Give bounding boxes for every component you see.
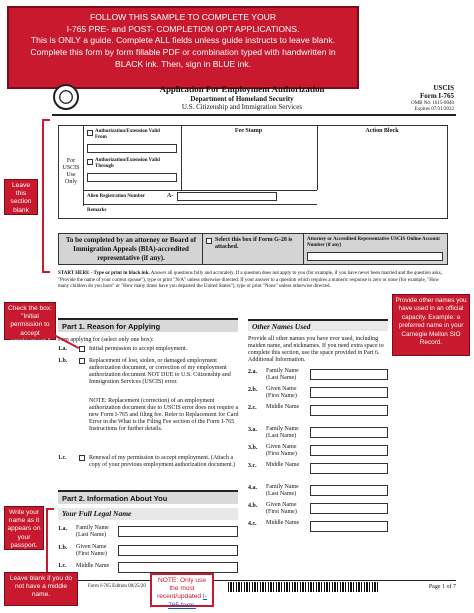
field-1c-number: 1.c. [58, 563, 67, 569]
legal-name-heading: Your Full Legal Name [58, 508, 238, 520]
other-middle-name-field[interactable] [310, 463, 388, 474]
valid-from-label: Authorization/Extension Valid From [95, 129, 160, 140]
valid-from-field[interactable] [87, 144, 177, 153]
banner-line-3: This is ONLY a guide. Complete ALL fields unless guide instructs to leave blank. [30, 35, 336, 46]
other-given-name-field[interactable] [310, 503, 388, 514]
other-middle-name-number: 3.c. [248, 463, 257, 469]
banner-line-1: FOLLOW THIS SAMPLE TO COMPLETE YOUR [89, 12, 277, 22]
other-given-name-label: Given Name (First Name) [266, 386, 297, 399]
footer-rule [52, 580, 456, 581]
other-given-name-number: 3.b. [248, 445, 258, 451]
header-divider [52, 114, 456, 116]
other-middle-name-label: Middle Name [266, 520, 300, 526]
agency-label: USCIS [433, 84, 454, 92]
uscis-use-box [58, 125, 448, 219]
attorney-row [58, 233, 448, 265]
family-name-label: Family Name (Last Name) [76, 525, 109, 538]
account-number-field[interactable] [307, 252, 443, 261]
renewal-checkbox[interactable] [79, 455, 85, 461]
other-given-name-number: 4.b. [248, 503, 258, 509]
department-name: Department of Homeland Security [190, 95, 294, 103]
leave-blank-bracket [42, 119, 50, 273]
other-given-name-label: Given Name (First Name) [266, 444, 297, 457]
start-here-lead: START HERE - Type or print in black ink. [58, 271, 150, 276]
part1-heading: Part 1. Reason for Applying [58, 318, 238, 332]
action-block-label: Action Block [365, 128, 399, 134]
banner-line-2: I-765 PRE- and POST- COMPLETION OPT APPLICATIONS. [66, 23, 300, 34]
item-1b-note: NOTE: Replacement (correction) of an employment authorization document due to USCIS error does not require a new Form I-765 and filing fee. Refer to Replacement for Card Error in the What is the Filing Fee section of the Form I-765 Instructions for further details. [89, 398, 239, 432]
leave-blank-note: Leave this section blank [4, 179, 38, 215]
dhs-seal-icon [53, 84, 79, 110]
barcode [228, 582, 378, 592]
other-middle-name-label: Middle Name [266, 462, 300, 468]
expiration-date: Expires 07/31/2022 [414, 107, 454, 112]
initial-permission-checkbox[interactable] [79, 346, 85, 352]
other-family-name-number: 3.a. [248, 427, 257, 433]
account-number-label: Attorney or Accredited Representative USCIS Online Account Number (if any) [307, 237, 440, 248]
g28-label: Select this box if Form G-28 is attached. [215, 237, 293, 250]
other-family-name-number: 2.a. [248, 369, 257, 375]
only-use-note [150, 573, 214, 607]
part1-intro: I am applying for (select only one box): [58, 337, 154, 343]
other-given-name-number: 2.b. [248, 387, 258, 393]
other-family-name-number: 4.a. [248, 485, 257, 491]
other-family-name-label: Family Name (Last Name) [266, 368, 299, 381]
other-family-name-label: Family Name (Last Name) [266, 484, 299, 497]
other-middle-name-field[interactable] [310, 521, 388, 532]
other-given-name-field[interactable] [310, 445, 388, 456]
valid-through-checkbox[interactable] [87, 159, 93, 165]
item-1b-text: Replacement of lost, stolen, or damaged employment authorization document, or correction of my employment authorization document NOT DUE to U.S. Citizenship and Immigration Services (USCIS) error. [89, 358, 231, 385]
item-1c-text: Renewal of my permission to accept employment. (Attach a copy of your previous employment authorization document.) [89, 455, 236, 468]
family-name-field[interactable] [118, 526, 238, 537]
other-family-name-field[interactable] [310, 485, 388, 496]
other-middle-name-field[interactable] [310, 405, 388, 416]
alien-reg-label: Alien Registration Number [87, 194, 146, 199]
item-1a-number: 1.a. [58, 346, 67, 352]
only-use-text: NOTE: Only use the most recent/updated [157, 577, 206, 601]
alien-reg-field[interactable] [177, 192, 277, 201]
banner-line-5: BLACK ink. Then, sign in BLUE ink. [115, 58, 251, 69]
other-middle-name-number: 4.c. [248, 521, 257, 527]
a-prefix: A- [167, 193, 174, 199]
other-middle-name-number: 2.c. [248, 405, 257, 411]
form-title: Application For Employment Authorization [159, 84, 325, 94]
other-names-heading: Other Names Used [248, 319, 388, 331]
service-name: U.S. Citizenship and Immigration Services [181, 103, 303, 111]
other-names-instructions: Provide all other names you have ever used, including maiden name, and nicknames. If you need extra space to complete this section, use the space provided in Part 6. Additional Information. [248, 336, 384, 363]
form-edition: Form I-765 Edition 08/25/20 [88, 584, 146, 589]
g28-checkbox[interactable] [206, 238, 212, 244]
attorney-row-label: To be completed by an attorney or Board of Immigration Appeals (BIA)-accredited representative (if any). [65, 236, 197, 262]
check-box-note: Check the box: "Initial permission to accept employment." [4, 302, 56, 340]
item-1c-number: 1.c. [58, 455, 67, 461]
item-1b-number: 1.b. [58, 358, 68, 364]
valid-through-label: Authorization/Extension Valid Through [95, 158, 160, 169]
field-1b-number: 1.b. [58, 545, 68, 551]
other-family-name-field[interactable] [310, 427, 388, 438]
start-here-text [58, 271, 448, 291]
omb-number: OMB No. 1615-0040 [411, 101, 454, 106]
form-number: Form I-765 [419, 92, 454, 100]
valid-from-checkbox[interactable] [87, 130, 93, 136]
i765-form-link[interactable]: I-765 form. [168, 593, 207, 609]
start-here-body: Answer all questions fully and accurately. If a question does not apply to you (for example, if you have never been married and the question asks, "Provide the name of your current spouse"), type or print "N/A" unless otherwise directed. If your answer to a question which requires a numeric response is zero or none (for example, "How many children do you have" or "How many times have you departed the United States"), type or print "None" unless otherwise directed. [58, 271, 442, 290]
banner-line-4: Complete this form by form fillable PDF or combination typed with handwritten in [30, 47, 336, 58]
instruction-banner [7, 6, 359, 89]
no-middle-note: Leave blank if you do not have a middle name. [4, 572, 78, 606]
other-middle-name-label: Middle Name [266, 404, 300, 410]
item-1a-text: Initial permission to accept employment. [89, 346, 188, 352]
for-uscis-use-label: For USCIS Use Only [62, 158, 80, 185]
write-name-note: Write your name as it appears on your passport. [4, 506, 44, 550]
fee-stamp-label: Fee Stamp [234, 128, 263, 134]
middle-name-label: Middle Name [76, 563, 110, 569]
other-given-name-label: Given Name (First Name) [266, 502, 297, 515]
given-name-label: Given Name (First Name) [76, 544, 107, 557]
replacement-checkbox[interactable] [79, 358, 85, 364]
remarks-label: Remarks [87, 208, 107, 213]
other-family-name-label: Family Name (Last Name) [266, 426, 299, 439]
given-name-field[interactable] [118, 545, 238, 556]
other-given-name-field[interactable] [310, 387, 388, 398]
part2-heading: Part 2. Information About You [58, 490, 238, 504]
other-family-name-field[interactable] [310, 369, 388, 380]
page-number: Page 1 of 7 [428, 584, 456, 590]
field-1a-number: 1.a. [58, 526, 67, 532]
valid-through-field[interactable] [87, 173, 177, 182]
other-names-note: Provide other names you have used in an official capacity. Example: a preferred name in your Carnegie Mellon SIO Record. [392, 294, 470, 356]
middle-name-field[interactable] [118, 562, 238, 573]
